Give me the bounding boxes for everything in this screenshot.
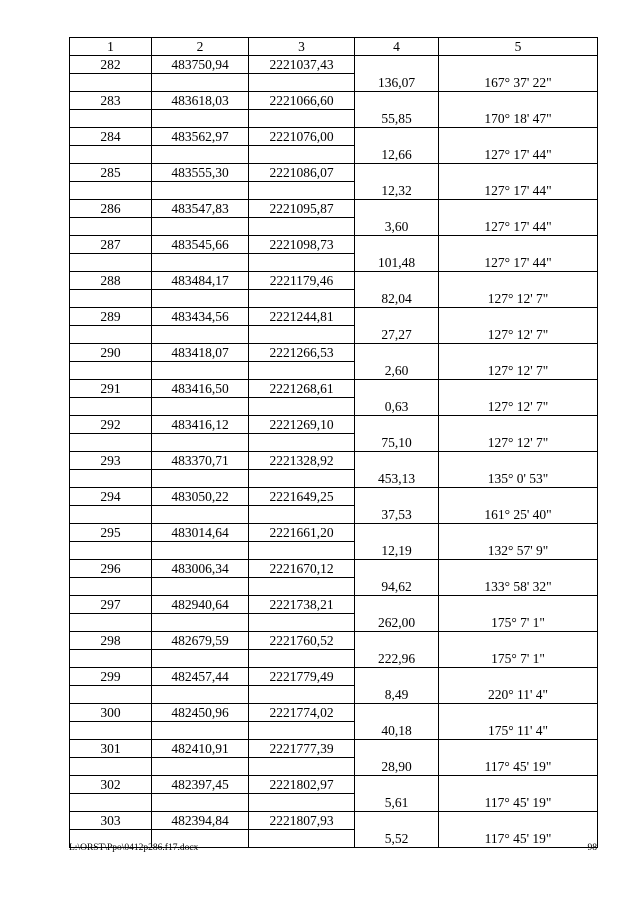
empty-cell	[70, 398, 152, 416]
direction-angle: 175° 7' 1"	[439, 614, 598, 632]
empty-cell	[70, 218, 152, 236]
empty-cell	[70, 614, 152, 632]
x-coordinate: 483050,22	[152, 488, 249, 506]
y-coordinate: 2221076,00	[249, 128, 355, 146]
point-number: 287	[70, 236, 152, 254]
direction-angle: 127° 17' 44"	[439, 182, 598, 200]
point-row	[70, 596, 598, 614]
empty-cell	[152, 794, 249, 812]
empty-cell	[439, 560, 598, 578]
empty-cell	[439, 740, 598, 758]
empty-cell	[439, 236, 598, 254]
point-number: 294	[70, 488, 152, 506]
point-row	[70, 308, 598, 326]
empty-cell	[355, 344, 439, 362]
y-coordinate: 2221802,97	[249, 776, 355, 794]
empty-cell	[439, 596, 598, 614]
point-number: 303	[70, 812, 152, 830]
empty-cell	[355, 524, 439, 542]
direction-angle: 117° 45' 19"	[439, 794, 598, 812]
footer-file-path: L:\ORST\Ppo\0412p286.f17.docx	[69, 843, 199, 853]
empty-cell	[439, 812, 598, 830]
point-row	[70, 164, 598, 182]
empty-cell	[152, 146, 249, 164]
empty-cell	[249, 290, 355, 308]
point-number: 282	[70, 56, 152, 74]
empty-cell	[249, 758, 355, 776]
x-coordinate: 482679,59	[152, 632, 249, 650]
empty-cell	[355, 452, 439, 470]
y-coordinate: 2221328,92	[249, 452, 355, 470]
direction-angle: 127° 17' 44"	[439, 218, 598, 236]
segment-row	[70, 542, 598, 560]
empty-cell	[152, 470, 249, 488]
empty-cell	[249, 614, 355, 632]
empty-cell	[355, 56, 439, 74]
empty-cell	[355, 200, 439, 218]
point-number: 288	[70, 272, 152, 290]
empty-cell	[70, 146, 152, 164]
x-coordinate: 483750,94	[152, 56, 249, 74]
segment-row	[70, 578, 598, 596]
empty-cell	[70, 470, 152, 488]
y-coordinate: 2221649,25	[249, 488, 355, 506]
empty-cell	[249, 722, 355, 740]
empty-cell	[152, 254, 249, 272]
y-coordinate: 2221807,93	[249, 812, 355, 830]
segment-distance: 28,90	[355, 758, 439, 776]
empty-cell	[152, 506, 249, 524]
segment-distance: 12,66	[355, 146, 439, 164]
empty-cell	[249, 434, 355, 452]
point-number: 299	[70, 668, 152, 686]
segment-distance: 3,60	[355, 218, 439, 236]
empty-cell	[249, 326, 355, 344]
empty-cell	[249, 362, 355, 380]
empty-cell	[70, 686, 152, 704]
segment-row	[70, 434, 598, 452]
empty-cell	[70, 290, 152, 308]
empty-cell	[70, 758, 152, 776]
direction-angle: 127° 17' 44"	[439, 254, 598, 272]
segment-row	[70, 218, 598, 236]
x-coordinate: 482450,96	[152, 704, 249, 722]
segment-distance: 2,60	[355, 362, 439, 380]
direction-angle: 161° 25' 40"	[439, 506, 598, 524]
column-header-2: 2	[152, 38, 249, 56]
x-coordinate: 483418,07	[152, 344, 249, 362]
segment-row	[70, 110, 598, 128]
direction-angle: 127° 12' 7"	[439, 398, 598, 416]
empty-cell	[355, 740, 439, 758]
point-number: 297	[70, 596, 152, 614]
point-row	[70, 344, 598, 362]
x-coordinate: 483416,12	[152, 416, 249, 434]
point-row	[70, 128, 598, 146]
empty-cell	[439, 416, 598, 434]
empty-cell	[439, 704, 598, 722]
segment-distance: 37,53	[355, 506, 439, 524]
empty-cell	[152, 290, 249, 308]
x-coordinate: 483006,34	[152, 560, 249, 578]
x-coordinate: 483555,30	[152, 164, 249, 182]
empty-cell	[249, 182, 355, 200]
column-header-4: 4	[355, 38, 439, 56]
segment-distance: 101,48	[355, 254, 439, 272]
segment-row	[70, 650, 598, 668]
header-row	[70, 38, 598, 56]
empty-cell	[355, 776, 439, 794]
x-coordinate: 483434,56	[152, 308, 249, 326]
x-coordinate: 483484,17	[152, 272, 249, 290]
segment-row	[70, 722, 598, 740]
direction-angle: 127° 12' 7"	[439, 326, 598, 344]
empty-cell	[152, 722, 249, 740]
x-coordinate: 483562,97	[152, 128, 249, 146]
point-row	[70, 272, 598, 290]
empty-cell	[249, 650, 355, 668]
point-row	[70, 812, 598, 830]
empty-cell	[355, 236, 439, 254]
empty-cell	[439, 776, 598, 794]
segment-row	[70, 614, 598, 632]
empty-cell	[249, 830, 355, 848]
direction-angle: 127° 17' 44"	[439, 146, 598, 164]
empty-cell	[152, 110, 249, 128]
empty-cell	[152, 74, 249, 92]
point-number: 290	[70, 344, 152, 362]
point-number: 289	[70, 308, 152, 326]
empty-cell	[439, 164, 598, 182]
empty-cell	[70, 74, 152, 92]
point-number: 285	[70, 164, 152, 182]
empty-cell	[439, 380, 598, 398]
empty-cell	[152, 650, 249, 668]
point-number: 302	[70, 776, 152, 794]
x-coordinate: 482410,91	[152, 740, 249, 758]
empty-cell	[355, 560, 439, 578]
segment-row	[70, 326, 598, 344]
y-coordinate: 2221661,20	[249, 524, 355, 542]
segment-row	[70, 362, 598, 380]
empty-cell	[70, 794, 152, 812]
x-coordinate: 483547,83	[152, 200, 249, 218]
column-header-1: 1	[70, 38, 152, 56]
y-coordinate: 2221779,49	[249, 668, 355, 686]
direction-angle: 175° 11' 4"	[439, 722, 598, 740]
empty-cell	[355, 308, 439, 326]
y-coordinate: 2221066,60	[249, 92, 355, 110]
empty-cell	[152, 578, 249, 596]
empty-cell	[355, 812, 439, 830]
empty-cell	[249, 794, 355, 812]
y-coordinate: 2221266,53	[249, 344, 355, 362]
empty-cell	[152, 434, 249, 452]
segment-row	[70, 146, 598, 164]
empty-cell	[249, 146, 355, 164]
direction-angle: 117° 45' 19"	[439, 830, 598, 848]
direction-angle: 175° 7' 1"	[439, 650, 598, 668]
x-coordinate: 482397,45	[152, 776, 249, 794]
y-coordinate: 2221269,10	[249, 416, 355, 434]
y-coordinate: 2221760,52	[249, 632, 355, 650]
direction-angle: 220° 11' 4"	[439, 686, 598, 704]
coordinates-table	[69, 37, 598, 848]
point-row	[70, 380, 598, 398]
empty-cell	[152, 614, 249, 632]
empty-cell	[439, 488, 598, 506]
empty-cell	[249, 470, 355, 488]
table-body	[70, 38, 598, 848]
empty-cell	[70, 650, 152, 668]
empty-cell	[70, 578, 152, 596]
x-coordinate: 483618,03	[152, 92, 249, 110]
direction-angle: 132° 57' 9"	[439, 542, 598, 560]
y-coordinate: 2221268,61	[249, 380, 355, 398]
y-coordinate: 2221086,07	[249, 164, 355, 182]
segment-row	[70, 398, 598, 416]
y-coordinate: 2221244,81	[249, 308, 355, 326]
footer-page-number: 98	[587, 843, 597, 853]
point-number: 291	[70, 380, 152, 398]
x-coordinate: 483416,50	[152, 380, 249, 398]
point-number: 296	[70, 560, 152, 578]
empty-cell	[70, 182, 152, 200]
empty-cell	[152, 362, 249, 380]
x-coordinate: 482940,64	[152, 596, 249, 614]
column-header-5: 5	[439, 38, 598, 56]
segment-row	[70, 182, 598, 200]
empty-cell	[152, 686, 249, 704]
point-number: 301	[70, 740, 152, 758]
point-row	[70, 416, 598, 434]
direction-angle: 170° 18' 47"	[439, 110, 598, 128]
y-coordinate: 2221670,12	[249, 560, 355, 578]
point-row	[70, 560, 598, 578]
empty-cell	[70, 506, 152, 524]
y-coordinate: 2221098,73	[249, 236, 355, 254]
empty-cell	[439, 344, 598, 362]
empty-cell	[152, 182, 249, 200]
point-row	[70, 524, 598, 542]
empty-cell	[70, 254, 152, 272]
segment-distance: 0,63	[355, 398, 439, 416]
segment-distance: 55,85	[355, 110, 439, 128]
empty-cell	[70, 434, 152, 452]
point-row	[70, 488, 598, 506]
segment-row	[70, 758, 598, 776]
empty-cell	[152, 326, 249, 344]
empty-cell	[249, 218, 355, 236]
empty-cell	[355, 704, 439, 722]
empty-cell	[152, 398, 249, 416]
empty-cell	[249, 398, 355, 416]
empty-cell	[355, 380, 439, 398]
segment-row	[70, 794, 598, 812]
empty-cell	[249, 686, 355, 704]
y-coordinate: 2221774,02	[249, 704, 355, 722]
empty-cell	[249, 506, 355, 524]
segment-distance: 136,07	[355, 74, 439, 92]
empty-cell	[249, 542, 355, 560]
x-coordinate: 483014,64	[152, 524, 249, 542]
empty-cell	[439, 668, 598, 686]
empty-cell	[439, 200, 598, 218]
empty-cell	[70, 542, 152, 560]
point-row	[70, 236, 598, 254]
empty-cell	[355, 272, 439, 290]
point-row	[70, 704, 598, 722]
point-number: 292	[70, 416, 152, 434]
direction-angle: 135° 0' 53"	[439, 470, 598, 488]
empty-cell	[152, 542, 249, 560]
segment-row	[70, 686, 598, 704]
segment-distance: 222,96	[355, 650, 439, 668]
direction-angle: 133° 58' 32"	[439, 578, 598, 596]
segment-distance: 82,04	[355, 290, 439, 308]
empty-cell	[152, 218, 249, 236]
empty-cell	[439, 524, 598, 542]
empty-cell	[355, 668, 439, 686]
segment-distance: 12,19	[355, 542, 439, 560]
x-coordinate: 482394,84	[152, 812, 249, 830]
point-number: 293	[70, 452, 152, 470]
segment-distance: 8,49	[355, 686, 439, 704]
segment-distance: 262,00	[355, 614, 439, 632]
segment-distance: 453,13	[355, 470, 439, 488]
point-number: 300	[70, 704, 152, 722]
empty-cell	[70, 722, 152, 740]
segment-distance: 27,27	[355, 326, 439, 344]
point-row	[70, 200, 598, 218]
empty-cell	[439, 272, 598, 290]
empty-cell	[355, 488, 439, 506]
segment-distance: 5,61	[355, 794, 439, 812]
x-coordinate: 482457,44	[152, 668, 249, 686]
y-coordinate: 2221179,46	[249, 272, 355, 290]
empty-cell	[355, 92, 439, 110]
empty-cell	[439, 92, 598, 110]
empty-cell	[355, 416, 439, 434]
segment-row	[70, 506, 598, 524]
segment-row	[70, 290, 598, 308]
point-row	[70, 776, 598, 794]
point-row	[70, 452, 598, 470]
empty-cell	[249, 74, 355, 92]
y-coordinate: 2221777,39	[249, 740, 355, 758]
empty-cell	[70, 326, 152, 344]
segment-distance: 40,18	[355, 722, 439, 740]
empty-cell	[439, 308, 598, 326]
point-number: 295	[70, 524, 152, 542]
segment-distance: 5,52	[355, 830, 439, 848]
point-number: 298	[70, 632, 152, 650]
empty-cell	[249, 254, 355, 272]
empty-cell	[439, 632, 598, 650]
point-row	[70, 92, 598, 110]
empty-cell	[249, 110, 355, 128]
empty-cell	[355, 596, 439, 614]
point-number: 283	[70, 92, 152, 110]
point-number: 284	[70, 128, 152, 146]
column-header-3: 3	[249, 38, 355, 56]
x-coordinate: 483370,71	[152, 452, 249, 470]
segment-row	[70, 254, 598, 272]
point-row	[70, 632, 598, 650]
y-coordinate: 2221738,21	[249, 596, 355, 614]
direction-angle: 127° 12' 7"	[439, 362, 598, 380]
empty-cell	[439, 128, 598, 146]
point-row	[70, 668, 598, 686]
direction-angle: 117° 45' 19"	[439, 758, 598, 776]
empty-cell	[439, 452, 598, 470]
segment-row	[70, 470, 598, 488]
empty-cell	[355, 632, 439, 650]
y-coordinate: 2221037,43	[249, 56, 355, 74]
x-coordinate: 483545,66	[152, 236, 249, 254]
empty-cell	[152, 758, 249, 776]
point-number: 286	[70, 200, 152, 218]
segment-distance: 75,10	[355, 434, 439, 452]
segment-row	[70, 74, 598, 92]
point-row	[70, 56, 598, 74]
segment-distance: 12,32	[355, 182, 439, 200]
segment-distance: 94,62	[355, 578, 439, 596]
empty-cell	[355, 128, 439, 146]
empty-cell	[249, 578, 355, 596]
direction-angle: 127° 12' 7"	[439, 290, 598, 308]
direction-angle: 167° 37' 22"	[439, 74, 598, 92]
empty-cell	[355, 164, 439, 182]
empty-cell	[439, 56, 598, 74]
point-row	[70, 740, 598, 758]
empty-cell	[70, 110, 152, 128]
y-coordinate: 2221095,87	[249, 200, 355, 218]
empty-cell	[70, 362, 152, 380]
direction-angle: 127° 12' 7"	[439, 434, 598, 452]
